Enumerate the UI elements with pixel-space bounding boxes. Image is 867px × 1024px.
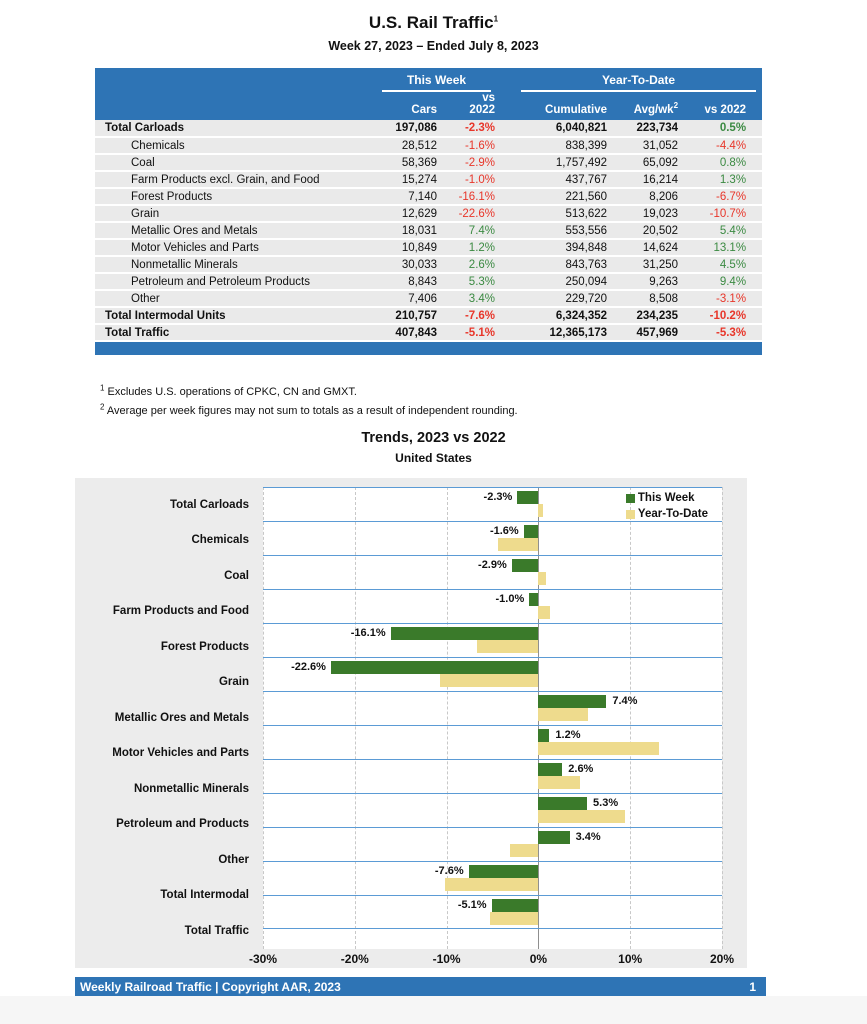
cumulative-value: 250,094	[517, 273, 617, 290]
ytd-vs2022-value: 4.5%	[692, 256, 762, 273]
rail-traffic-table	[95, 68, 762, 355]
bar-year-to-date	[498, 538, 538, 551]
bar-data-label: -1.6%	[489, 525, 519, 537]
row-label: Nonmetallic Minerals	[95, 256, 380, 273]
row-label: Coal	[95, 154, 380, 171]
chart-band	[263, 793, 722, 827]
cars-value: 28,512	[380, 137, 455, 154]
legend-year-to-date-swatch-icon	[626, 510, 635, 519]
x-axis-tick-label: -10%	[432, 952, 461, 966]
group-header-year-to-date	[517, 68, 762, 92]
category-label: Chemicals	[191, 534, 249, 547]
footnote-1-number: 1	[100, 383, 105, 393]
chart-band	[263, 623, 722, 657]
category-label: Nonmetallic Minerals	[133, 782, 249, 795]
cumulative-value: 6,040,821	[517, 120, 617, 137]
bar-this-week	[391, 627, 539, 640]
row-label: Total Traffic	[95, 324, 380, 341]
ytd-vs2022-value: 1.3%	[692, 171, 762, 188]
bar-year-to-date	[445, 878, 539, 891]
ytd-vs2022-value: -10.2%	[692, 307, 762, 324]
bar-year-to-date	[538, 708, 588, 721]
ytd-vs2022-value: 0.8%	[692, 154, 762, 171]
bar-data-label: 5.3%	[593, 797, 619, 809]
ytd-vs2022-value: 9.4%	[692, 273, 762, 290]
table-row	[95, 239, 762, 256]
bar-data-label: -5.1%	[457, 899, 487, 911]
page-title-text: U.S. Rail Traffic	[368, 13, 494, 32]
page-subtitle: Week 27, 2023 – Ended July 8, 2023	[328, 39, 539, 53]
page-bottom-margin	[0, 996, 867, 1024]
bar-this-week	[538, 797, 587, 810]
footnotes	[100, 383, 518, 424]
avg-per-week-value: 16,214	[617, 171, 692, 188]
cars-value: 12,629	[380, 205, 455, 222]
avg-per-week-value: 8,508	[617, 290, 692, 307]
bar-data-label: 7.4%	[612, 695, 638, 707]
bar-year-to-date	[510, 844, 538, 857]
report-header	[0, 13, 867, 53]
cars-value: 30,033	[380, 256, 455, 273]
x-axis-tick-label: 0%	[529, 952, 548, 966]
table-column-header-row	[95, 92, 762, 120]
cars-value: 18,031	[380, 222, 455, 239]
week-vs2022-value: -1.0%	[455, 171, 517, 188]
week-vs2022-value: -2.3%	[455, 120, 517, 137]
avg-per-week-value: 8,206	[617, 188, 692, 205]
week-vs2022-value: 7.4%	[455, 222, 517, 239]
bar-year-to-date	[538, 776, 579, 789]
bar-data-label: -22.6%	[291, 661, 326, 673]
column-header-avgwk	[617, 92, 692, 120]
cars-value: 7,406	[380, 290, 455, 307]
bar-this-week	[524, 525, 539, 538]
chart-band	[263, 827, 722, 861]
cumulative-value: 394,848	[517, 239, 617, 256]
category-label: Total Carloads	[169, 498, 249, 511]
avg-per-week-value: 20,502	[617, 222, 692, 239]
category-label: Total Intermodal	[160, 889, 249, 902]
avg-per-week-value: 9,263	[617, 273, 692, 290]
table-row	[95, 171, 762, 188]
week-vs2022-value: 2.6%	[455, 256, 517, 273]
table-row	[95, 324, 762, 341]
bar-year-to-date	[490, 912, 539, 925]
table-corner-cell	[95, 68, 380, 92]
bar-this-week	[538, 831, 569, 844]
table-row	[95, 290, 762, 307]
chart-band	[263, 691, 722, 725]
bar-year-to-date	[440, 674, 538, 687]
table-row	[95, 307, 762, 324]
cumulative-value: 6,324,352	[517, 307, 617, 324]
column-header-vs2022-week: vs 2022	[455, 92, 517, 120]
column-header-vs2022-ytd: vs 2022	[692, 92, 762, 120]
row-label: Forest Products	[95, 188, 380, 205]
footer-bar	[75, 977, 766, 996]
cars-value: 58,369	[380, 154, 455, 171]
category-label: Forest Products	[160, 640, 249, 653]
bar-data-label: -16.1%	[350, 627, 386, 639]
footnote-2-number: 2	[100, 402, 105, 412]
chart-subtitle: United States	[395, 451, 472, 465]
chart-title: Trends, 2023 vs 2022	[361, 430, 506, 446]
table-row	[95, 188, 762, 205]
footnote-1-text: Excludes U.S. operations of CPKC, CN and GMXT.	[107, 386, 357, 398]
column-header-cars: Cars	[380, 92, 455, 120]
bar-this-week	[517, 491, 538, 504]
bar-data-label: -7.6%	[434, 865, 464, 877]
category-label: Total Traffic	[184, 924, 249, 937]
cumulative-value: 229,720	[517, 290, 617, 307]
avg-per-week-value: 234,235	[617, 307, 692, 324]
x-axis-tick-label: 20%	[709, 952, 735, 966]
row-label: Petroleum and Petroleum Products	[95, 273, 380, 290]
bar-year-to-date	[538, 572, 545, 585]
row-label: Other	[95, 290, 380, 307]
bar-year-to-date	[538, 810, 624, 823]
avg-per-week-value: 223,734	[617, 120, 692, 137]
ytd-vs2022-value: -10.7%	[692, 205, 762, 222]
cars-value: 7,140	[380, 188, 455, 205]
chart-band	[263, 657, 722, 691]
table-row	[95, 137, 762, 154]
row-label: Total Intermodal Units	[95, 307, 380, 324]
bar-this-week	[331, 661, 538, 674]
cumulative-value: 221,560	[517, 188, 617, 205]
avg-per-week-value: 14,624	[617, 239, 692, 256]
table-bottom-bar	[95, 342, 762, 355]
chart-band	[263, 895, 722, 929]
bar-year-to-date	[538, 606, 550, 619]
column-header-avgwk-text: Avg/wk	[633, 104, 674, 116]
page-title-footnote-ref: 1	[493, 14, 499, 24]
table-row	[95, 154, 762, 171]
avg-per-week-value: 31,052	[617, 137, 692, 154]
cars-value: 8,843	[380, 273, 455, 290]
ytd-vs2022-value: -6.7%	[692, 188, 762, 205]
avg-per-week-value: 31,250	[617, 256, 692, 273]
category-label: Grain	[218, 676, 249, 689]
bar-year-to-date	[538, 504, 543, 517]
row-label: Grain	[95, 205, 380, 222]
bar-this-week	[512, 559, 539, 572]
bar-year-to-date	[477, 640, 539, 653]
category-label: Coal	[224, 569, 249, 582]
column-header-avgwk-footnote-ref: 2	[673, 101, 679, 111]
column-header-cumulative: Cumulative	[517, 92, 617, 120]
ytd-vs2022-value: -5.3%	[692, 324, 762, 341]
category-label: Other	[218, 853, 249, 866]
gridline	[722, 487, 723, 949]
avg-per-week-value: 457,969	[617, 324, 692, 341]
legend-this-week-label: This Week	[637, 492, 695, 504]
ytd-vs2022-value: -3.1%	[692, 290, 762, 307]
cars-value: 10,849	[380, 239, 455, 256]
week-vs2022-value: 3.4%	[455, 290, 517, 307]
x-axis-tick-label: 10%	[618, 952, 643, 966]
footer-page-number: 1	[749, 979, 756, 994]
legend-year-to-date	[626, 506, 708, 522]
page-title	[0, 13, 867, 33]
week-vs2022-value: -2.9%	[455, 154, 517, 171]
chart-band	[263, 725, 722, 759]
row-label: Total Carloads	[95, 120, 380, 137]
column-header-empty	[95, 92, 380, 120]
chart-band	[263, 521, 722, 555]
row-label: Chemicals	[95, 137, 380, 154]
group-header-this-week-label: This Week	[382, 73, 491, 92]
category-label: Motor Vehicles and Parts	[112, 747, 249, 760]
table-row	[95, 273, 762, 290]
table-row	[95, 256, 762, 273]
bar-this-week	[538, 695, 606, 708]
legend-this-week-swatch-icon	[626, 494, 635, 503]
group-header-this-week	[380, 68, 517, 92]
chart-band	[263, 589, 722, 623]
x-axis-tick-label: -20%	[340, 952, 369, 966]
row-label: Motor Vehicles and Parts	[95, 239, 380, 256]
bar-year-to-date	[538, 742, 658, 755]
ytd-vs2022-value: 0.5%	[692, 120, 762, 137]
bar-this-week	[538, 763, 562, 776]
row-label: Metallic Ores and Metals	[95, 222, 380, 239]
ytd-vs2022-value: 5.4%	[692, 222, 762, 239]
cars-value: 197,086	[380, 120, 455, 137]
bar-this-week	[469, 865, 539, 878]
table-row	[95, 205, 762, 222]
footnote-2-text: Average per week figures may not sum to totals as a result of independent rounding.	[106, 405, 518, 417]
group-header-year-to-date-label: Year-To-Date	[521, 73, 756, 92]
avg-per-week-value: 65,092	[617, 154, 692, 171]
cumulative-value: 12,365,173	[517, 324, 617, 341]
chart-band	[263, 759, 722, 793]
cumulative-value: 1,757,492	[517, 154, 617, 171]
cumulative-value: 437,767	[517, 171, 617, 188]
chart-legend	[626, 490, 708, 522]
avg-per-week-value: 19,023	[617, 205, 692, 222]
footer-text: Weekly Railroad Traffic | Copyright AAR, 2023	[80, 979, 341, 994]
chart-bands	[263, 487, 722, 929]
week-vs2022-value: 5.3%	[455, 273, 517, 290]
legend-year-to-date-label: Year-To-Date	[637, 508, 708, 520]
week-vs2022-value: -7.6%	[455, 307, 517, 324]
bar-data-label: -2.3%	[483, 491, 513, 503]
cumulative-value: 513,622	[517, 205, 617, 222]
chart-plot-area	[263, 487, 722, 949]
category-label: Petroleum and Products	[116, 818, 249, 831]
category-label: Metallic Ores and Metals	[114, 711, 249, 724]
table-group-header-row	[95, 68, 762, 92]
category-label: Farm Products and Food	[112, 605, 249, 618]
cumulative-value: 843,763	[517, 256, 617, 273]
cumulative-value: 838,399	[517, 137, 617, 154]
cars-value: 210,757	[380, 307, 455, 324]
ytd-vs2022-value: -4.4%	[692, 137, 762, 154]
bar-data-label: 1.2%	[555, 729, 581, 741]
legend-this-week	[626, 490, 708, 506]
chart-band	[263, 861, 722, 895]
bar-this-week	[529, 593, 538, 606]
table-row	[95, 222, 762, 239]
week-vs2022-value: -1.6%	[455, 137, 517, 154]
bar-this-week	[538, 729, 549, 742]
footnote-2	[100, 402, 518, 417]
chart-x-axis	[248, 952, 735, 968]
chart-category-labels	[75, 487, 255, 949]
cars-value: 15,274	[380, 171, 455, 188]
ytd-vs2022-value: 13.1%	[692, 239, 762, 256]
bar-data-label: -2.9%	[478, 559, 507, 571]
x-axis-tick-label: -30%	[248, 952, 278, 966]
bar-data-label: -1.0%	[495, 593, 525, 605]
week-vs2022-value: -16.1%	[455, 188, 517, 205]
week-vs2022-value: -22.6%	[455, 205, 517, 222]
bar-data-label: 3.4%	[575, 831, 601, 843]
chart-header	[0, 430, 867, 465]
bar-this-week	[492, 899, 539, 912]
week-vs2022-value: 1.2%	[455, 239, 517, 256]
table-row	[95, 120, 762, 137]
week-vs2022-value: -5.1%	[455, 324, 517, 341]
row-label: Farm Products excl. Grain, and Food	[95, 171, 380, 188]
footnote-1	[100, 383, 518, 398]
trends-bar-chart	[75, 478, 747, 968]
cumulative-value: 553,556	[517, 222, 617, 239]
chart-band	[263, 555, 722, 589]
bar-data-label: 2.6%	[568, 763, 594, 775]
cars-value: 407,843	[380, 324, 455, 341]
